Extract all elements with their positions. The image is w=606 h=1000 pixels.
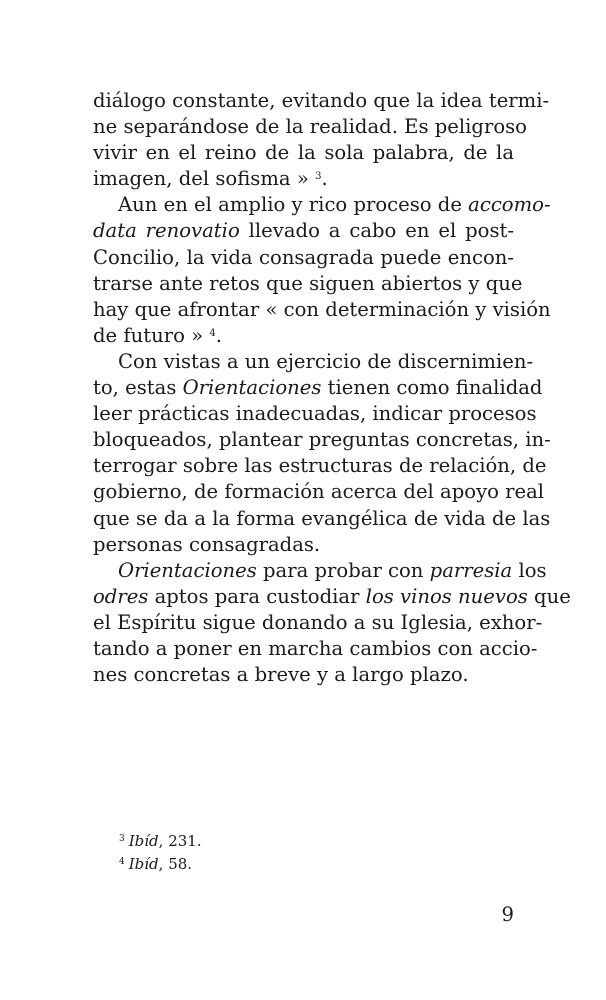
text-segment: tienen como finalidad [321,376,543,400]
text-line [93,192,551,218]
text-line [93,323,514,349]
footnote-number: 3 [119,834,125,844]
text-segment: terrogar sobre las estructuras de relación, de [93,454,547,478]
text-segment: Concilio, la vida consagrada puede encon- [93,245,514,269]
text-segment: el Espíritu sigue donando a su Iglesia, exhor- [93,610,543,634]
text-line [93,140,514,166]
text-line [93,297,551,323]
body-text [93,88,571,688]
italic-text: Orientaciones [118,558,257,582]
text-line [93,271,523,297]
footnote-text: , 231. [158,832,202,850]
footnotes [119,830,202,876]
footnote-marker: 4 [209,327,216,339]
text-segment: de futuro » [93,323,210,347]
text-segment: aptos para custodiar [148,584,366,608]
text-line [93,401,537,427]
footnote-text: , 58. [158,855,193,873]
italic-text: los vinos nuevos [365,584,528,608]
text-segment: imagen, del sofisma » [93,167,316,191]
paragraph [93,349,551,558]
text-line [93,453,547,479]
paragraph [93,558,571,688]
text-line [93,532,514,558]
page-number: 9 [501,903,514,926]
text-segment: . [215,323,222,347]
text-segment: to, estas [93,376,183,400]
text-line [93,479,545,505]
text-segment: bloqueados, plantear preguntas concretas, in- [93,428,551,452]
text-line [93,610,543,636]
text-line [93,375,543,401]
text-segment: que se da a la forma evangélica de vida de las [93,506,551,530]
text-segment: Con vistas a un ejercicio de discernimien- [118,349,534,373]
text-segment: para probar con [256,558,430,582]
text-line [93,506,551,532]
footnote-reference: Ibíd [128,832,159,850]
italic-text: data renovatio [93,219,240,243]
italic-text: odres [93,584,149,608]
text-line [93,349,534,375]
text-segment: tando a poner en marcha cambios con accio- [93,636,538,660]
text-segment: leer prácticas inadecuadas, indicar procesos [93,402,537,426]
text-line [93,636,538,662]
text-line [93,427,551,453]
text-line [93,218,514,244]
text-segment: hay que afrontar « con determinación y visión [93,297,551,321]
text-line [93,88,550,114]
footnote-marker: 3 [315,171,322,183]
paragraph [93,192,551,349]
text-segment: nes concretas a breve y a largo plazo. [93,663,469,687]
text-segment: llevado a cabo en el post- [239,219,514,243]
italic-text: parresia [429,558,513,582]
text-line [93,245,514,271]
text-segment: personas consagradas. [93,532,321,556]
text-line [93,662,514,688]
footnote-reference: Ibíd [128,855,159,873]
italic-text: accomo- [468,193,551,217]
text-line [93,558,547,584]
text-segment: Aun en el amplio y rico proceso de [118,193,469,217]
text-line [93,166,514,192]
text-line [93,584,571,610]
text-segment: ne separándose de la realidad. Es peligroso [93,115,527,139]
text-segment: diálogo constante, evitando que la idea termi- [93,89,550,112]
footnote [119,830,202,853]
text-segment: gobierno, de formación acerca del apoyo real [93,480,545,504]
footnote [119,853,202,876]
footnote-number: 4 [119,857,125,867]
text-segment: que [527,584,571,608]
italic-text: Orientaciones [182,376,322,400]
text-segment: . [321,167,328,191]
paragraph [93,88,550,192]
text-segment: vivir en el reino de la sola palabra, de la [93,141,514,165]
text-line [93,114,527,140]
text-segment: los [512,558,547,582]
text-segment: trarse ante retos que siguen abiertos y que [93,271,523,295]
